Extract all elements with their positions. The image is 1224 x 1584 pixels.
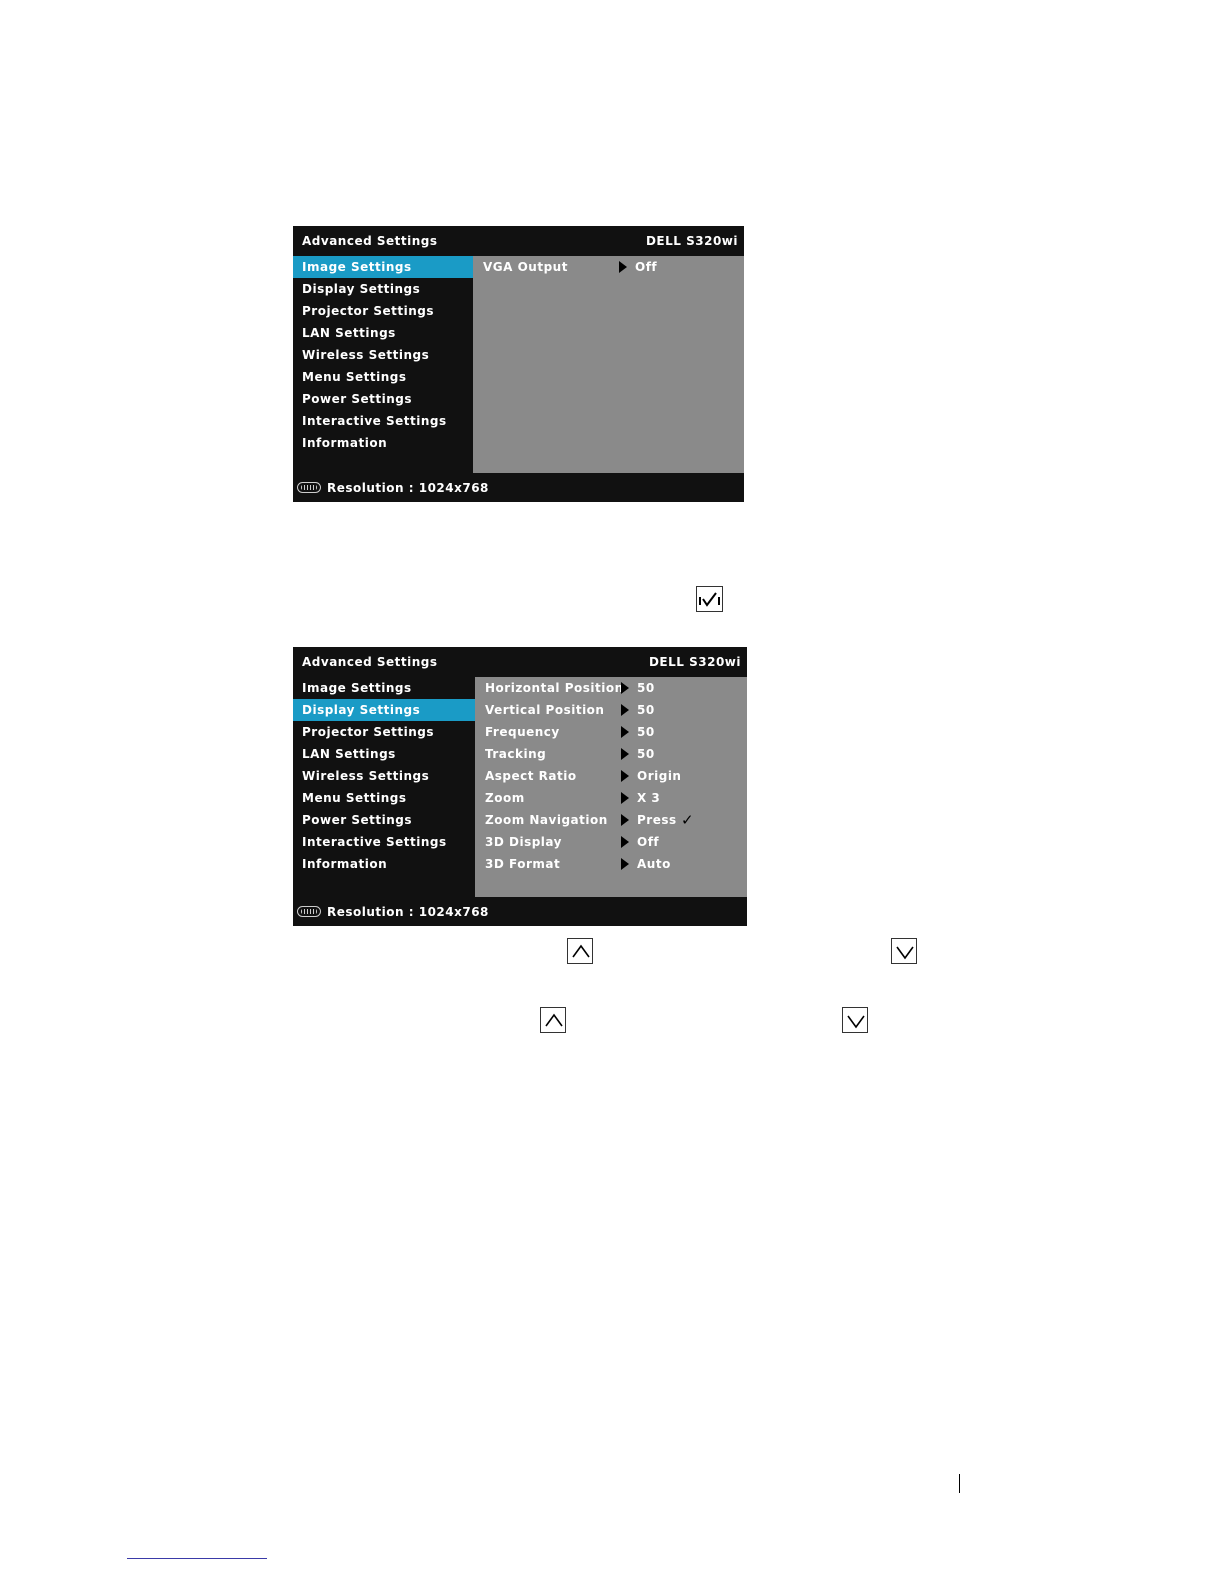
menu-item-lan-settings[interactable]: LAN Settings — [302, 326, 396, 340]
menu-item-image-settings[interactable]: Image Settings — [293, 256, 473, 278]
option-vertical-position[interactable] — [475, 699, 747, 721]
vga-icon — [297, 906, 321, 917]
right-arrow-icon — [621, 814, 629, 826]
menu-item-menu-settings[interactable]: Menu Settings — [302, 370, 407, 384]
option-label: 3D Display — [485, 835, 562, 849]
osd-title: Advanced Settings — [302, 234, 438, 248]
option-vga-output[interactable] — [473, 256, 744, 278]
menu-item-interactive-settings[interactable]: Interactive Settings — [302, 835, 447, 849]
option-value: Origin — [637, 769, 682, 783]
option-label: Frequency — [485, 725, 560, 739]
menu-item-display-settings[interactable]: Display Settings — [302, 282, 421, 296]
right-arrow-icon — [619, 261, 627, 273]
down-arrow-icon — [891, 938, 917, 964]
page-marker-line — [959, 1474, 960, 1493]
menu-item-information[interactable]: Information — [302, 857, 388, 871]
option-frequency[interactable] — [475, 721, 747, 743]
menu-item-information[interactable]: Information — [302, 436, 388, 450]
option-value: Off — [635, 260, 658, 274]
right-arrow-icon — [621, 726, 629, 738]
menu-item-interactive-settings[interactable]: Interactive Settings — [302, 414, 447, 428]
resolution-text: Resolution : 1024x768 — [327, 480, 489, 495]
right-arrow-icon — [621, 836, 629, 848]
option-tracking[interactable] — [475, 743, 747, 765]
option-label: Vertical Position — [485, 703, 605, 717]
option-value: Off — [637, 835, 660, 849]
osd-menu-list — [293, 677, 475, 897]
option-label: Horizontal Position — [485, 681, 624, 695]
osd-title: Advanced Settings — [302, 655, 438, 669]
osd-menu-display-settings — [293, 647, 747, 926]
down-arrow-icon — [842, 1007, 868, 1033]
option-label: Zoom — [485, 791, 525, 805]
option-zoom-navigation[interactable] — [475, 809, 747, 831]
right-arrow-icon — [621, 682, 629, 694]
menu-item-image-settings[interactable]: Image Settings — [302, 681, 412, 695]
menu-item-projector-settings[interactable]: Projector Settings — [302, 304, 435, 318]
osd-menu-list — [293, 256, 473, 473]
menu-item-projector-settings[interactable]: Projector Settings — [302, 725, 435, 739]
footnote-rule — [127, 1558, 267, 1559]
option-aspect-ratio[interactable] — [475, 765, 747, 787]
osd-menu-image-settings — [293, 226, 744, 502]
option-3d-format[interactable] — [475, 853, 747, 875]
resolution-text: Resolution : 1024x768 — [327, 904, 489, 919]
menu-item-wireless-settings[interactable]: Wireless Settings — [302, 348, 430, 362]
osd-header — [293, 647, 747, 677]
enter-check-icon — [696, 586, 723, 612]
osd-options-panel — [475, 677, 747, 897]
right-arrow-icon — [621, 858, 629, 870]
osd-header — [293, 226, 744, 256]
right-arrow-icon — [621, 704, 629, 716]
option-value: 50 — [637, 725, 655, 739]
option-label: Tracking — [485, 747, 547, 761]
option-value: 50 — [637, 747, 655, 761]
option-3d-display[interactable] — [475, 831, 747, 853]
menu-item-lan-settings[interactable]: LAN Settings — [302, 747, 396, 761]
osd-model: DELL S320wi — [645, 234, 738, 248]
option-label: Aspect Ratio — [485, 769, 577, 783]
right-arrow-icon — [621, 770, 629, 782]
osd-footer — [293, 473, 744, 502]
osd-footer — [293, 897, 747, 926]
up-arrow-icon — [540, 1007, 566, 1033]
osd-options-panel — [473, 256, 744, 473]
option-label: Zoom Navigation — [485, 813, 608, 827]
option-horizontal-position[interactable] — [475, 677, 747, 699]
vga-icon — [297, 482, 321, 493]
option-value: 50 — [637, 703, 655, 717]
up-arrow-icon — [567, 938, 593, 964]
right-arrow-icon — [621, 792, 629, 804]
option-value: X 3 — [637, 791, 661, 805]
menu-item-menu-settings[interactable]: Menu Settings — [302, 791, 407, 805]
menu-item-wireless-settings[interactable]: Wireless Settings — [302, 769, 430, 783]
option-zoom[interactable] — [475, 787, 747, 809]
option-value: Auto — [637, 857, 671, 871]
menu-item-power-settings[interactable]: Power Settings — [302, 392, 413, 406]
menu-item-power-settings[interactable]: Power Settings — [302, 813, 413, 827]
checkmark-icon: ✓ — [681, 811, 695, 829]
option-value: Press — [637, 813, 677, 827]
menu-item-display-settings[interactable]: Display Settings — [293, 699, 475, 721]
option-label: 3D Format — [485, 857, 561, 871]
osd-model: DELL S320wi — [648, 655, 741, 669]
option-label: VGA Output — [483, 260, 568, 274]
option-value: 50 — [637, 681, 655, 695]
right-arrow-icon — [621, 748, 629, 760]
